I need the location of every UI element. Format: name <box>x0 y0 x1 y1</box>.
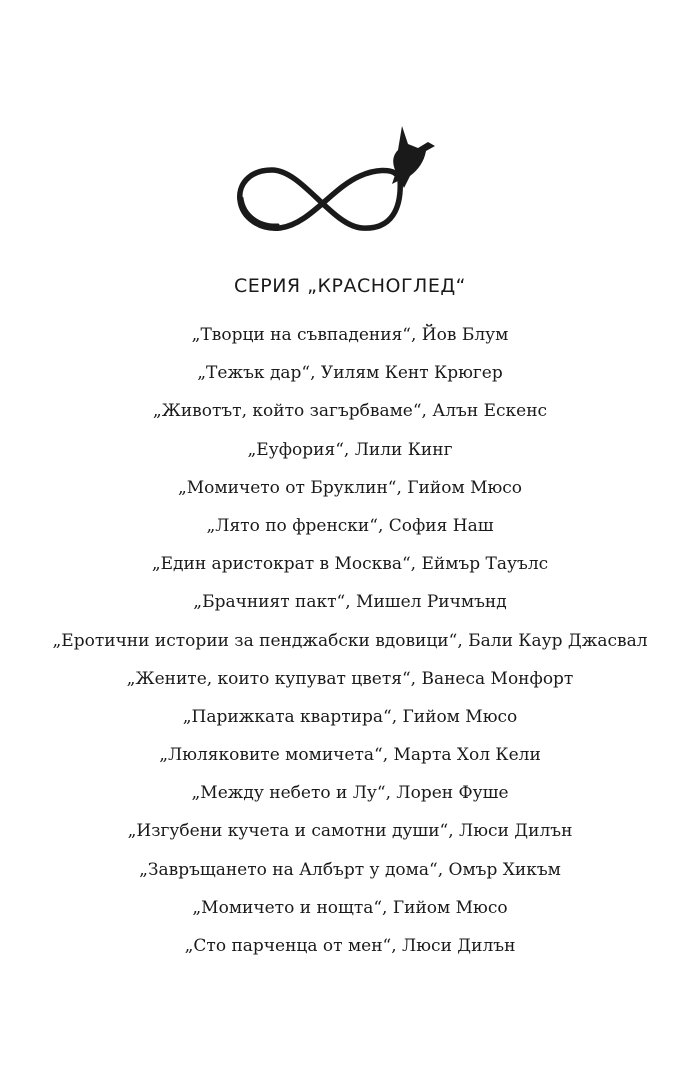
list-item: „Завръщането на Албърт у дома“, Омър Хикъм <box>139 859 561 880</box>
list-item: „Животът, който загърбваме“, Алън Ескенс <box>152 401 548 422</box>
list-item: „Сто парченца от мен“, Люси Дилън <box>184 936 516 956</box>
list-item: „Един аристократ в Москва“, Еймър Тауълс <box>151 554 549 575</box>
list-item: „Брачният пакт“, Мишел Ричмънд <box>193 592 507 613</box>
infinity-bird-icon <box>232 118 442 248</box>
list-item: „Момичето и нощта“, Гийом Мюсо <box>192 897 508 918</box>
list-item: „Еуфория“, Лили Кинг <box>247 439 453 460</box>
list-item: „Творци на съвпадения“, Йов Блум <box>191 325 509 345</box>
book-list <box>0 320 700 969</box>
series-title: СЕРИЯ „КРАСНОГЛЕД“ <box>233 275 467 297</box>
list-item: „Момичето от Бруклин“, Гийом Мюсо <box>177 477 523 498</box>
list-item: „Люляковите момичета“, Марта Хол Кели <box>159 745 541 766</box>
list-item: „Между небето и Лу“, Лорен Фуше <box>191 783 509 804</box>
list-item: „Жените, които купуват цветя“, Ванеса Монфорт <box>126 668 574 689</box>
list-item: „Изгубени кучета и самотни души“, Люси Дилън <box>127 821 573 842</box>
list-item: „Тежък дар“, Уилям Кент Крюгер <box>197 363 503 384</box>
list-item: „Парижката квартира“, Гийом Мюсо <box>182 706 518 727</box>
list-item: „Еротични истории за пенджабски вдовици“, Бали Каур Джасвал <box>52 630 648 651</box>
list-item: „Лято по френски“, София Наш <box>206 515 494 536</box>
